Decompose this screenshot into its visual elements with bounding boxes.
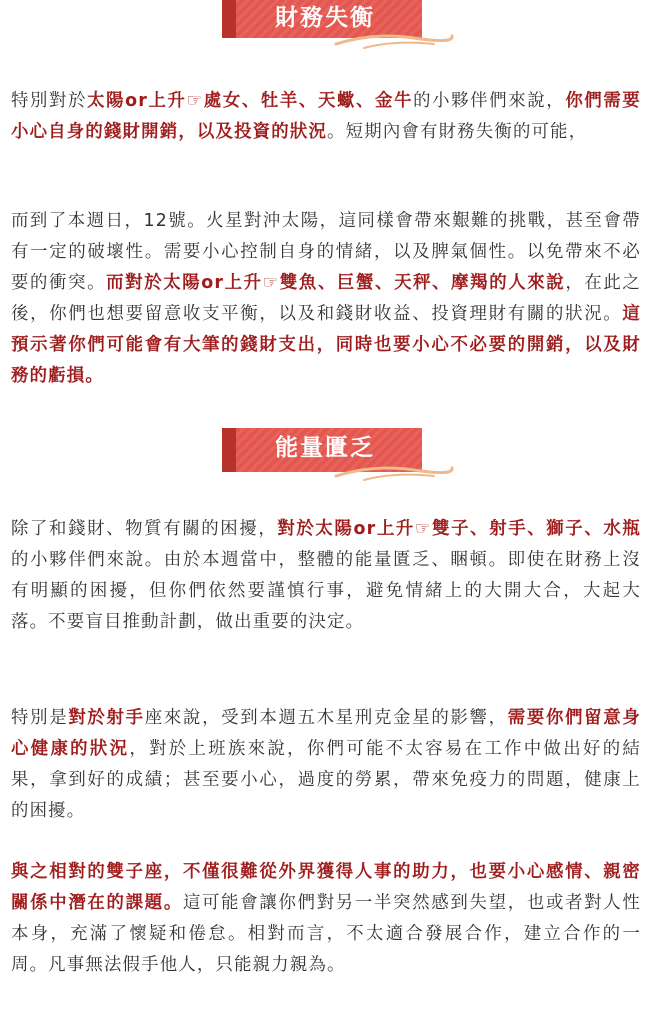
- banner-ribbon-fold: [222, 0, 236, 38]
- text-segment: 的小夥伴們來說，: [413, 91, 566, 111]
- highlighted-segment: 與之相對的雙子座，不僅很難從外界獲得人事的助力，也要小心感情、親密關係中潛在的課題。: [11, 862, 641, 913]
- text-segment: 除了和錢財、物質有關的困擾，: [11, 519, 278, 539]
- paragraph: [11, 514, 641, 638]
- text-segment: 。短期內會有財務失衡的可能，: [327, 122, 588, 142]
- text-segment: 而到了本週日，12號。火星對沖太陽，這同樣會帶來艱難的挑戰，甚至會帶有一定的破壞性。需要小心控制自身的情緒，以及脾氣個性。以免帶來不必要的衝突。: [11, 211, 641, 293]
- section-heading: 財務失衡: [275, 5, 375, 31]
- paragraph: [11, 86, 641, 148]
- text-segment: 特別是: [11, 708, 69, 728]
- highlighted-segment: 這預示著你們可能會有大筆的錢財支出，同時也要小心不必要的開銷，以及財務的虧損。: [11, 304, 641, 386]
- highlighted-segment: 對於射手: [68, 708, 145, 728]
- banner-ribbon-fold: [222, 428, 236, 472]
- highlighted-segment: 而對於太陽or上升☞雙魚、巨蟹、天秤、摩羯的人來說: [106, 273, 566, 293]
- text-segment: 特別對於: [11, 91, 88, 111]
- section-banner-finance: [222, 0, 426, 52]
- highlighted-segment: 需要你們留意身心健康的狀況: [11, 708, 641, 759]
- paragraph: [11, 206, 641, 392]
- highlighted-segment: 對於太陽or上升☞雙子、射手、獅子、水瓶: [277, 519, 641, 539]
- text-segment: 這可能會讓你們對另一半突然感到失望，也或者對人性本身，充滿了懷疑和倦怠。相對而言，不太適合發展合作，建立合作的一周。凡事無法假手他人，只能親力親為。: [11, 893, 641, 975]
- text-segment: 的小夥伴們來說。由於本週當中，整體的能量匱乏、睏頓。即使在財務上沒有明顯的困擾，但你們依然要謹慎行事，避免情緒上的大開大合，大起大落。不要盲目推動計劃，做出重要的決定。: [11, 550, 641, 632]
- text-segment: ，在此之後，你們也想要留意收支平衡，以及和錢財收益、投資理財有關的狀況。: [11, 273, 641, 324]
- text-segment: 座來說，受到本週五木星刑克金星的影響，: [144, 708, 508, 728]
- text-segment: ，對於上班族來說，你們可能不太容易在工作中做出好的結果，拿到好的成績；甚至要小心，過度的勞累，帶來免疫力的問題，健康上的困擾。: [11, 739, 642, 821]
- section-heading: 能量匱乏: [275, 435, 375, 461]
- section-banner-energy: [222, 428, 426, 480]
- highlighted-segment: 太陽or上升☞處女、牡羊、天蠍、金牛: [87, 91, 414, 111]
- highlighted-segment: 你們需要小心自身的錢財開銷，以及投資的狀況: [11, 91, 641, 142]
- paragraph: [11, 857, 641, 981]
- paragraph: [11, 703, 641, 827]
